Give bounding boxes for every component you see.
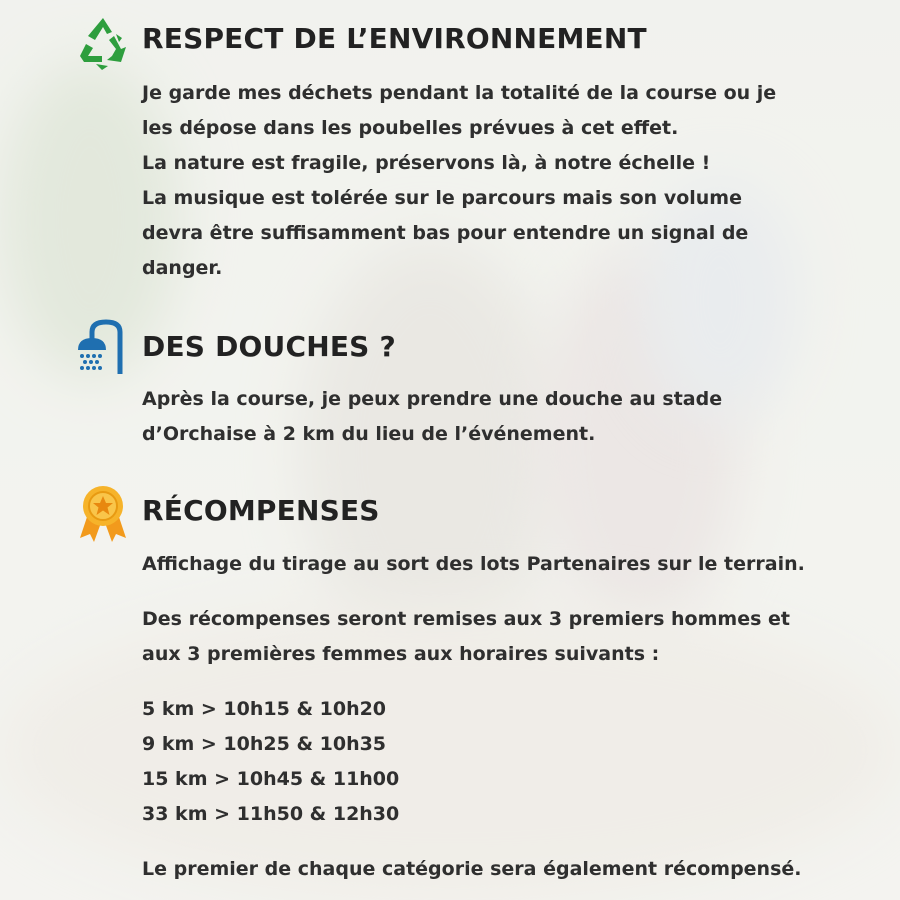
environment-title: RESPECT DE L’ENVIRONNEMENT (142, 22, 647, 55)
showers-title: DES DOUCHES ? (142, 330, 396, 363)
schedule-item: 5 km > 10h15 & 10h20 (142, 698, 387, 720)
medal-icon (74, 484, 132, 542)
schedule-item: 9 km > 10h25 & 10h35 (142, 733, 387, 755)
text-line: aux 3 premières femmes aux horaires suivants : (142, 643, 660, 665)
rewards-podium-text (142, 602, 790, 672)
text-line: d’Orchaise à 2 km du lieu de l’événement. (142, 423, 596, 445)
rewards-title: RÉCOMPENSES (142, 494, 380, 527)
environment-text (142, 76, 776, 286)
rewards-footer: Le premier de chaque catégorie sera également récompensé. (142, 858, 802, 880)
text-line: La nature est fragile, préservons là, à notre échelle ! (142, 152, 711, 174)
recycle-icon (74, 14, 132, 72)
rewards-schedule (142, 692, 399, 832)
shower-icon (74, 316, 132, 374)
text-line: Après la course, je peux prendre une douche au stade (142, 388, 723, 410)
environment-section (0, 0, 900, 290)
rewards-intro: Affichage du tirage au sort des lots Partenaires sur le terrain. (142, 553, 805, 575)
text-line: devra être suffisamment bas pour entendre un signal de (142, 222, 749, 244)
text-line: danger. (142, 257, 223, 279)
rewards-section (0, 480, 900, 900)
text-line: les dépose dans les poubelles prévues à cet effet. (142, 117, 679, 139)
text-line: Je garde mes déchets pendant la totalité de la course ou je (142, 82, 777, 104)
text-line: La musique est tolérée sur le parcours mais son volume (142, 187, 742, 209)
schedule-item: 33 km > 11h50 & 12h30 (142, 803, 400, 825)
showers-text (142, 382, 722, 452)
showers-section (0, 310, 900, 460)
schedule-item: 15 km > 10h45 & 11h00 (142, 768, 400, 790)
text-line: Des récompenses seront remises aux 3 premiers hommes et (142, 608, 790, 630)
